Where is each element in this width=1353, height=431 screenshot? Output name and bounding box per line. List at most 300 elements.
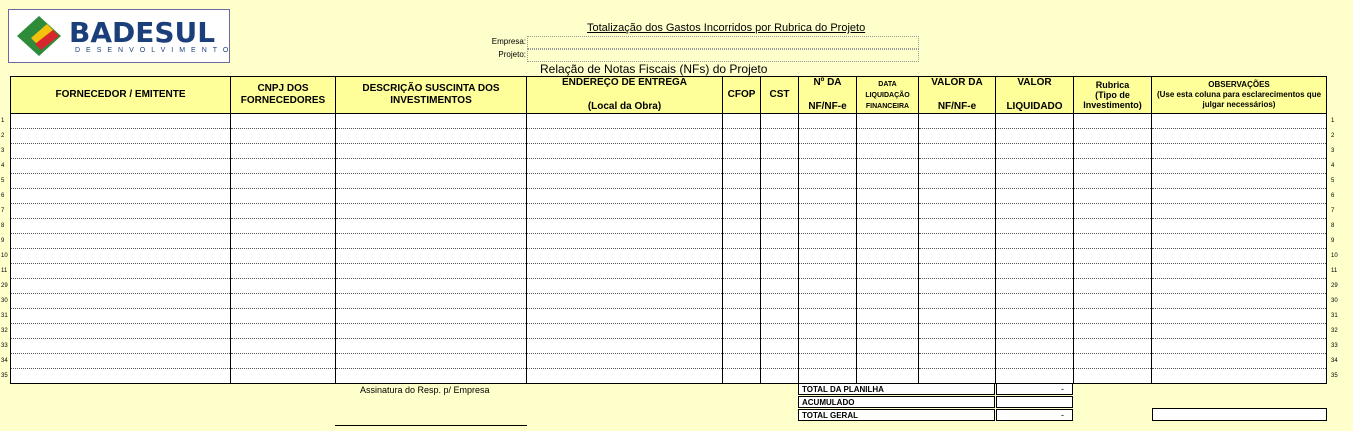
table-cell[interactable] [231, 129, 336, 144]
logo-wordmark: BADESUL [69, 16, 216, 49]
column-header: CST [761, 77, 799, 114]
table-cell[interactable] [996, 189, 1074, 204]
table-cell[interactable] [996, 234, 1074, 249]
table-cell[interactable] [11, 219, 231, 234]
table-row [11, 129, 1327, 144]
table-cell[interactable] [799, 369, 857, 384]
table-row [11, 339, 1327, 354]
table-cell[interactable] [231, 339, 336, 354]
table-row [11, 114, 1327, 129]
table-cell[interactable] [761, 114, 799, 129]
table-row [11, 189, 1327, 204]
row-number: 4 [1331, 163, 1335, 169]
table-cell[interactable] [231, 279, 336, 294]
signature-line [335, 425, 527, 426]
table-cell[interactable] [799, 234, 857, 249]
table-cell[interactable] [996, 219, 1074, 234]
row-number: 3 [1331, 148, 1335, 154]
table-cell[interactable] [1152, 324, 1327, 339]
table-cell[interactable] [1152, 129, 1327, 144]
table-cell[interactable] [723, 279, 761, 294]
row-number: 31 [1, 313, 8, 319]
table-cell[interactable] [857, 249, 919, 264]
table-cell[interactable] [723, 324, 761, 339]
row-number: 35 [1, 373, 8, 379]
table-cell[interactable] [336, 159, 527, 174]
table-cell[interactable] [527, 309, 723, 324]
table-cell[interactable] [799, 309, 857, 324]
table-cell[interactable] [761, 339, 799, 354]
table-cell[interactable] [996, 279, 1074, 294]
table-cell[interactable] [231, 309, 336, 324]
table-cell[interactable] [761, 129, 799, 144]
table-cell[interactable] [996, 204, 1074, 219]
row-number: 5 [1, 178, 5, 184]
table-cell[interactable] [761, 159, 799, 174]
table-cell[interactable] [857, 219, 919, 234]
badesul-emblem-icon [13, 14, 65, 58]
table-cell[interactable] [11, 174, 231, 189]
table-cell[interactable] [919, 279, 996, 294]
observacoes-total-field[interactable] [1152, 408, 1327, 421]
row-number: 31 [1331, 313, 1338, 319]
column-header: Nº DA NF/NF-e [799, 77, 857, 114]
table-cell[interactable] [336, 309, 527, 324]
table-row [11, 294, 1327, 309]
table-cell[interactable] [723, 234, 761, 249]
table-cell[interactable] [11, 339, 231, 354]
table-cell[interactable] [919, 144, 996, 159]
table-cell[interactable] [336, 114, 527, 129]
projeto-label: Projeto: [498, 50, 526, 59]
table-cell[interactable] [336, 264, 527, 279]
table-cell[interactable] [723, 159, 761, 174]
table-cell[interactable] [1152, 144, 1327, 159]
row-number: 7 [1, 208, 5, 214]
table-cell[interactable] [11, 144, 231, 159]
table-cell[interactable] [919, 129, 996, 144]
table-cell[interactable] [527, 129, 723, 144]
row-number: 33 [1, 343, 8, 349]
table-cell[interactable] [231, 324, 336, 339]
table-cell[interactable] [723, 219, 761, 234]
row-number: 6 [1331, 193, 1335, 199]
table-cell[interactable] [1074, 159, 1152, 174]
table-cell[interactable] [527, 159, 723, 174]
table-row [11, 144, 1327, 159]
table-cell[interactable] [857, 144, 919, 159]
table-cell[interactable] [1074, 144, 1152, 159]
table-cell[interactable] [11, 129, 231, 144]
table-cell[interactable] [231, 159, 336, 174]
table-cell[interactable] [11, 234, 231, 249]
table-subtitle: Relação de Notas Fiscais (NFs) do Projeto [540, 62, 768, 76]
row-number: 10 [1, 253, 8, 259]
table-cell[interactable] [723, 369, 761, 384]
table-cell[interactable] [919, 159, 996, 174]
row-number: 29 [1, 283, 8, 289]
column-header: CFOP [723, 77, 761, 114]
table-cell[interactable] [527, 279, 723, 294]
table-cell[interactable] [857, 339, 919, 354]
table-cell[interactable] [336, 234, 527, 249]
table-row [11, 159, 1327, 174]
table-cell[interactable] [11, 279, 231, 294]
table-cell[interactable] [1074, 309, 1152, 324]
column-header: Rubrica (Tipo de Investimento) [1074, 77, 1152, 114]
total-planilha-label: TOTAL DA PLANILHA [798, 383, 995, 395]
table-row [11, 369, 1327, 384]
row-number: 34 [1331, 358, 1338, 364]
table-cell[interactable] [761, 174, 799, 189]
row-number: 11 [1, 268, 8, 274]
row-number: 4 [1, 163, 5, 169]
table-cell[interactable] [761, 264, 799, 279]
table-cell[interactable] [1074, 114, 1152, 129]
table-cell[interactable] [761, 144, 799, 159]
row-number: 2 [1, 133, 5, 139]
empresa-field[interactable] [527, 36, 919, 49]
table-cell[interactable] [336, 354, 527, 369]
table-cell[interactable] [231, 204, 336, 219]
row-number: 1 [1, 118, 5, 124]
table-row [11, 219, 1327, 234]
table-cell[interactable] [996, 174, 1074, 189]
table-cell[interactable] [231, 234, 336, 249]
table-cell[interactable] [723, 354, 761, 369]
table-cell[interactable] [799, 204, 857, 219]
table-cell[interactable] [919, 369, 996, 384]
row-number: 8 [1331, 223, 1335, 229]
table-row [11, 249, 1327, 264]
table-cell[interactable] [919, 114, 996, 129]
table-cell[interactable] [527, 114, 723, 129]
table-cell[interactable] [919, 264, 996, 279]
table-cell[interactable] [799, 159, 857, 174]
table-cell[interactable] [996, 369, 1074, 384]
table-cell[interactable] [527, 189, 723, 204]
table-cell[interactable] [996, 309, 1074, 324]
table-cell[interactable] [231, 294, 336, 309]
table-cell[interactable] [11, 249, 231, 264]
table-cell[interactable] [996, 354, 1074, 369]
table-cell[interactable] [231, 264, 336, 279]
row-number: 2 [1331, 133, 1335, 139]
table-cell[interactable] [336, 129, 527, 144]
table-cell[interactable] [527, 369, 723, 384]
column-header: FORNECEDOR / EMITENTE [11, 77, 231, 114]
table-cell[interactable] [799, 279, 857, 294]
table-cell[interactable] [799, 174, 857, 189]
badesul-logo [8, 9, 235, 63]
table-cell[interactable] [1152, 369, 1327, 384]
table-cell[interactable] [336, 279, 527, 294]
table-cell[interactable] [1074, 174, 1152, 189]
table-cell[interactable] [723, 129, 761, 144]
column-header: VALOR DA NF/NF-e [919, 77, 996, 114]
table-row [11, 234, 1327, 249]
table-cell[interactable] [527, 294, 723, 309]
table-cell[interactable] [799, 324, 857, 339]
table-cell[interactable] [919, 189, 996, 204]
table-cell[interactable] [231, 174, 336, 189]
table-cell[interactable] [761, 189, 799, 204]
table-cell[interactable] [857, 264, 919, 279]
table-cell[interactable] [1152, 309, 1327, 324]
column-header: ENDEREÇO DE ENTREGA (Local da Obra) [527, 77, 723, 114]
table-cell[interactable] [11, 159, 231, 174]
table-cell[interactable] [996, 324, 1074, 339]
table-cell[interactable] [857, 204, 919, 219]
total-geral-label: TOTAL GERAL [798, 409, 995, 421]
table-cell[interactable] [336, 174, 527, 189]
table-cell[interactable] [11, 324, 231, 339]
table-cell[interactable] [761, 279, 799, 294]
table-cell[interactable] [723, 174, 761, 189]
table-cell[interactable] [996, 144, 1074, 159]
table-cell[interactable] [919, 309, 996, 324]
table-cell[interactable] [1074, 219, 1152, 234]
row-number: 9 [1331, 238, 1335, 244]
table-cell[interactable] [1074, 354, 1152, 369]
table-cell[interactable] [11, 369, 231, 384]
table-cell[interactable] [1074, 249, 1152, 264]
total-geral-value[interactable]: - [996, 409, 1073, 421]
table-cell[interactable] [527, 144, 723, 159]
table-cell[interactable] [857, 129, 919, 144]
row-number: 6 [1, 193, 5, 199]
table-cell[interactable] [1152, 249, 1327, 264]
row-number: 3 [1, 148, 5, 154]
table-cell[interactable] [919, 354, 996, 369]
table-cell[interactable] [1152, 174, 1327, 189]
table-cell[interactable] [336, 339, 527, 354]
table-cell[interactable] [1074, 129, 1152, 144]
table-cell[interactable] [761, 324, 799, 339]
row-number: 32 [1331, 328, 1338, 334]
signature-label: Assinatura do Resp. p/ Empresa [360, 385, 490, 395]
table-cell[interactable] [1152, 279, 1327, 294]
table-cell[interactable] [336, 189, 527, 204]
table-cell[interactable] [857, 324, 919, 339]
table-cell[interactable] [723, 264, 761, 279]
table-cell[interactable] [336, 324, 527, 339]
row-number: 11 [1331, 268, 1338, 274]
table-cell[interactable] [527, 339, 723, 354]
table-cell[interactable] [919, 174, 996, 189]
acumulado-value[interactable] [996, 396, 1073, 408]
column-header: DATA LIQUIDAÇÃO FINANCEIRA [857, 77, 919, 114]
table-cell[interactable] [723, 294, 761, 309]
table-cell[interactable] [527, 354, 723, 369]
table-cell[interactable] [1074, 204, 1152, 219]
total-planilha-value[interactable]: - [996, 383, 1073, 395]
table-cell[interactable] [857, 189, 919, 204]
table-cell[interactable] [231, 369, 336, 384]
table-cell[interactable] [336, 144, 527, 159]
projeto-field[interactable] [527, 49, 919, 62]
row-number: 5 [1331, 178, 1335, 184]
table-cell[interactable] [996, 129, 1074, 144]
table-cell[interactable] [799, 294, 857, 309]
column-header: OBSERVAÇÕES (Use esta coluna para esclarecimentos que julgar necessários) [1152, 77, 1327, 114]
table-cell[interactable] [919, 204, 996, 219]
nf-table [10, 76, 1327, 384]
row-number: 8 [1, 223, 5, 229]
table-cell[interactable] [996, 294, 1074, 309]
table-cell[interactable] [1074, 339, 1152, 354]
table-cell[interactable] [11, 294, 231, 309]
table-cell[interactable] [799, 114, 857, 129]
table-cell[interactable] [231, 189, 336, 204]
row-number: 33 [1331, 343, 1338, 349]
table-cell[interactable] [527, 324, 723, 339]
table-cell[interactable] [527, 234, 723, 249]
row-number: 30 [1331, 298, 1338, 304]
table-cell[interactable] [336, 294, 527, 309]
table-cell[interactable] [1152, 204, 1327, 219]
table-row [11, 264, 1327, 279]
table-cell[interactable] [919, 294, 996, 309]
table-cell[interactable] [799, 339, 857, 354]
table-cell[interactable] [857, 159, 919, 174]
table-row [11, 279, 1327, 294]
table-cell[interactable] [857, 114, 919, 129]
table-cell[interactable] [996, 264, 1074, 279]
table-cell[interactable] [723, 204, 761, 219]
table-cell[interactable] [761, 354, 799, 369]
table-cell[interactable] [857, 354, 919, 369]
empresa-label: Empresa: [491, 37, 526, 46]
table-cell[interactable] [1074, 294, 1152, 309]
table-row [11, 354, 1327, 369]
table-cell[interactable] [1074, 234, 1152, 249]
table-cell[interactable] [996, 114, 1074, 129]
row-number: 9 [1, 238, 5, 244]
table-cell[interactable] [761, 204, 799, 219]
table-cell[interactable] [799, 219, 857, 234]
table-cell[interactable] [857, 174, 919, 189]
table-cell[interactable] [723, 249, 761, 264]
table-cell[interactable] [723, 114, 761, 129]
table-cell[interactable] [1152, 219, 1327, 234]
table-cell[interactable] [761, 309, 799, 324]
page-title: Totalização dos Gastos Incorridos por Rubrica do Projeto [587, 22, 866, 34]
table-cell[interactable] [1152, 114, 1327, 129]
table-cell[interactable] [996, 249, 1074, 264]
table-cell[interactable] [857, 234, 919, 249]
row-number: 30 [1, 298, 8, 304]
table-cell[interactable] [919, 219, 996, 234]
table-cell[interactable] [336, 249, 527, 264]
table-row [11, 324, 1327, 339]
table-cell[interactable] [231, 114, 336, 129]
table-cell[interactable] [527, 219, 723, 234]
table-cell[interactable] [919, 339, 996, 354]
table-cell[interactable] [1074, 189, 1152, 204]
logo-tagline: DESENVOLVIMENTO [75, 47, 235, 54]
table-row [11, 204, 1327, 219]
table-cell[interactable] [11, 264, 231, 279]
table-cell[interactable] [761, 219, 799, 234]
table-cell[interactable] [723, 309, 761, 324]
table-cell[interactable] [11, 309, 231, 324]
table-cell[interactable] [11, 189, 231, 204]
table-cell[interactable] [527, 264, 723, 279]
table-cell[interactable] [11, 204, 231, 219]
table-cell[interactable] [336, 204, 527, 219]
table-cell[interactable] [231, 144, 336, 159]
table-cell[interactable] [799, 144, 857, 159]
table-cell[interactable] [799, 189, 857, 204]
table-cell[interactable] [723, 189, 761, 204]
table-cell[interactable] [1152, 294, 1327, 309]
table-cell[interactable] [231, 354, 336, 369]
column-header: DESCRIÇÃO SUSCINTA DOS INVESTIMENTOS [336, 77, 527, 114]
table-cell[interactable] [857, 279, 919, 294]
table-cell[interactable] [996, 339, 1074, 354]
row-number: 10 [1331, 253, 1338, 259]
table-cell[interactable] [761, 249, 799, 264]
table-cell[interactable] [11, 354, 231, 369]
table-row [11, 309, 1327, 324]
table-cell[interactable] [231, 219, 336, 234]
table-cell[interactable] [761, 369, 799, 384]
row-number: 32 [1, 328, 8, 334]
table-cell[interactable] [799, 249, 857, 264]
table-cell[interactable] [1152, 234, 1327, 249]
table-cell[interactable] [857, 369, 919, 384]
table-cell[interactable] [1074, 369, 1152, 384]
table-cell[interactable] [1152, 159, 1327, 174]
row-number: 35 [1331, 373, 1338, 379]
row-number: 29 [1331, 283, 1338, 289]
table-cell[interactable] [919, 234, 996, 249]
table-cell[interactable] [1074, 279, 1152, 294]
table-cell[interactable] [799, 264, 857, 279]
table-cell[interactable] [857, 309, 919, 324]
row-number: 1 [1331, 118, 1335, 124]
table-cell[interactable] [231, 249, 336, 264]
table-cell[interactable] [336, 369, 527, 384]
table-cell[interactable] [527, 204, 723, 219]
table-cell[interactable] [723, 339, 761, 354]
table-cell[interactable] [1074, 264, 1152, 279]
table-row [11, 174, 1327, 189]
table-cell[interactable] [919, 249, 996, 264]
table-cell[interactable] [919, 324, 996, 339]
table-cell[interactable] [761, 234, 799, 249]
table-cell[interactable] [527, 249, 723, 264]
table-cell[interactable] [799, 129, 857, 144]
row-number: 34 [1, 358, 8, 364]
table-cell[interactable] [857, 294, 919, 309]
table-cell[interactable] [761, 294, 799, 309]
table-cell[interactable] [336, 219, 527, 234]
column-header: VALOR LIQUIDADO [996, 77, 1074, 114]
table-cell[interactable] [996, 159, 1074, 174]
acumulado-label: ACUMULADO [798, 396, 995, 408]
table-cell[interactable] [723, 144, 761, 159]
table-cell[interactable] [1152, 354, 1327, 369]
table-cell[interactable] [799, 354, 857, 369]
table-cell[interactable] [1152, 264, 1327, 279]
table-cell[interactable] [1152, 339, 1327, 354]
table-cell[interactable] [11, 114, 231, 129]
table-cell[interactable] [1074, 324, 1152, 339]
table-cell[interactable] [1152, 189, 1327, 204]
table-cell[interactable] [527, 174, 723, 189]
